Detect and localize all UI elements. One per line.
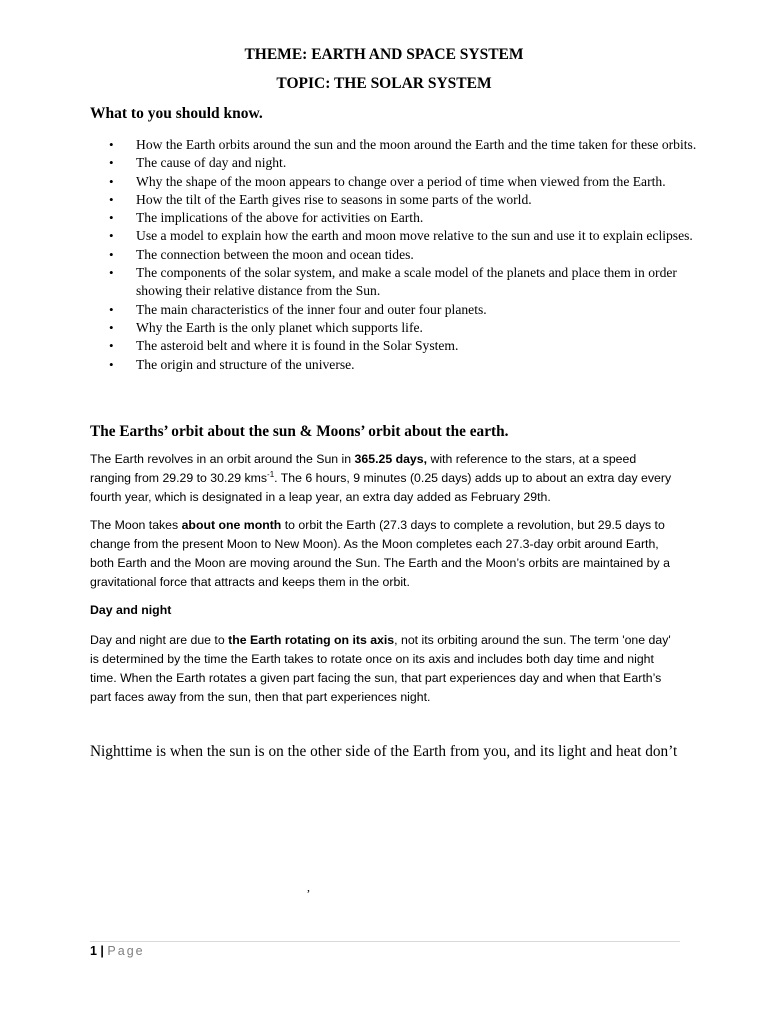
page-footer bbox=[90, 944, 145, 958]
list-item: • The origin and structure of the universe. bbox=[136, 356, 726, 374]
list-item: • The components of the solar system, and make a scale model of the planets and place them in order showing their relative distance from the Sun. bbox=[136, 264, 726, 301]
text-run: , not its orbiting around the sun. The term 'one day' is determined by the time the Earth takes to rotate once on its axis and includes both day time and night time. When the Earth rotates a given part facing the sun, that part experiences day and when that Earth’s part faces away from the sun, then that part experiences night. bbox=[90, 633, 671, 704]
stray-mark: , bbox=[307, 880, 310, 894]
orbit-paragraph-moon bbox=[90, 516, 680, 592]
text-run: The Earth revolves in an orbit around the Sun in bbox=[90, 452, 355, 466]
list-item: • The implications of the above for activities on Earth. bbox=[136, 209, 726, 227]
orbit-paragraph-earth bbox=[90, 450, 680, 507]
nighttime-line: Nighttime is when the sun is on the other side of the Earth from you, and its light and heat don’t bbox=[90, 743, 678, 760]
document-topic: TOPIC: THE SOLAR SYSTEM bbox=[276, 75, 492, 92]
document-theme: THEME: EARTH AND SPACE SYSTEM bbox=[244, 46, 524, 63]
list-item: • The main characteristics of the inner four and outer four planets. bbox=[136, 301, 726, 319]
list-item: • The cause of day and night. bbox=[136, 154, 726, 172]
footer-separator: | bbox=[96, 944, 108, 958]
day-night-heading: Day and night bbox=[90, 603, 172, 617]
list-item: • The connection between the moon and ocean tides. bbox=[136, 246, 726, 264]
bold-text-run: 365.25 days, bbox=[354, 452, 428, 466]
bold-text-run: the Earth rotating on its axis bbox=[228, 633, 395, 647]
list-item: • Why the shape of the moon appears to change over a period of time when viewed from the Earth. bbox=[136, 173, 726, 191]
text-run: Day and night are due to bbox=[90, 633, 229, 647]
list-item: • How the Earth orbits around the sun and the moon around the Earth and the time taken for these orbits. bbox=[136, 136, 726, 154]
list-item: • Use a model to explain how the earth and moon move relative to the sun and use it to explain eclipses. bbox=[136, 227, 726, 245]
text-run: with reference to the stars, at a speed ranging from 29.29 to 30.29 kms bbox=[90, 452, 637, 485]
orbit-section-heading: The Earths’ orbit about the sun & Moons’ orbit about the earth. bbox=[90, 423, 509, 440]
superscript: -1 bbox=[267, 469, 275, 479]
page-label: Page bbox=[107, 944, 145, 958]
text-run: to orbit the Earth (27.3 days to complete a revolution, but 29.5 days to change from the present Moon to New Moon). As the Moon completes each 27.3-day orbit around Earth, both Earth and the Moon are moving around the Sun. The Earth and the Moon’s orbits are maintained by a gravitational force that attracts and keeps them in the orbit. bbox=[90, 518, 670, 589]
list-item: • Why the Earth is the only planet which supports life. bbox=[136, 319, 726, 337]
list-item: • How the tilt of the Earth gives rise to seasons in some parts of the world. bbox=[136, 191, 726, 209]
text-run: . The 6 hours, 9 minutes (0.25 days) adds up to about an extra day every fourth year, which is designated in a leap year, an extra day added as February 29th. bbox=[90, 471, 672, 504]
page-number: 1 bbox=[90, 944, 97, 958]
know-heading: What to you should know. bbox=[90, 105, 263, 122]
list-item: • The asteroid belt and where it is found in the Solar System. bbox=[136, 337, 726, 355]
day-night-paragraph bbox=[90, 631, 680, 707]
footer-divider bbox=[90, 941, 680, 942]
bold-text-run: about one month bbox=[181, 518, 282, 532]
text-run: The Moon takes bbox=[90, 518, 182, 532]
learning-points-list bbox=[92, 136, 726, 374]
